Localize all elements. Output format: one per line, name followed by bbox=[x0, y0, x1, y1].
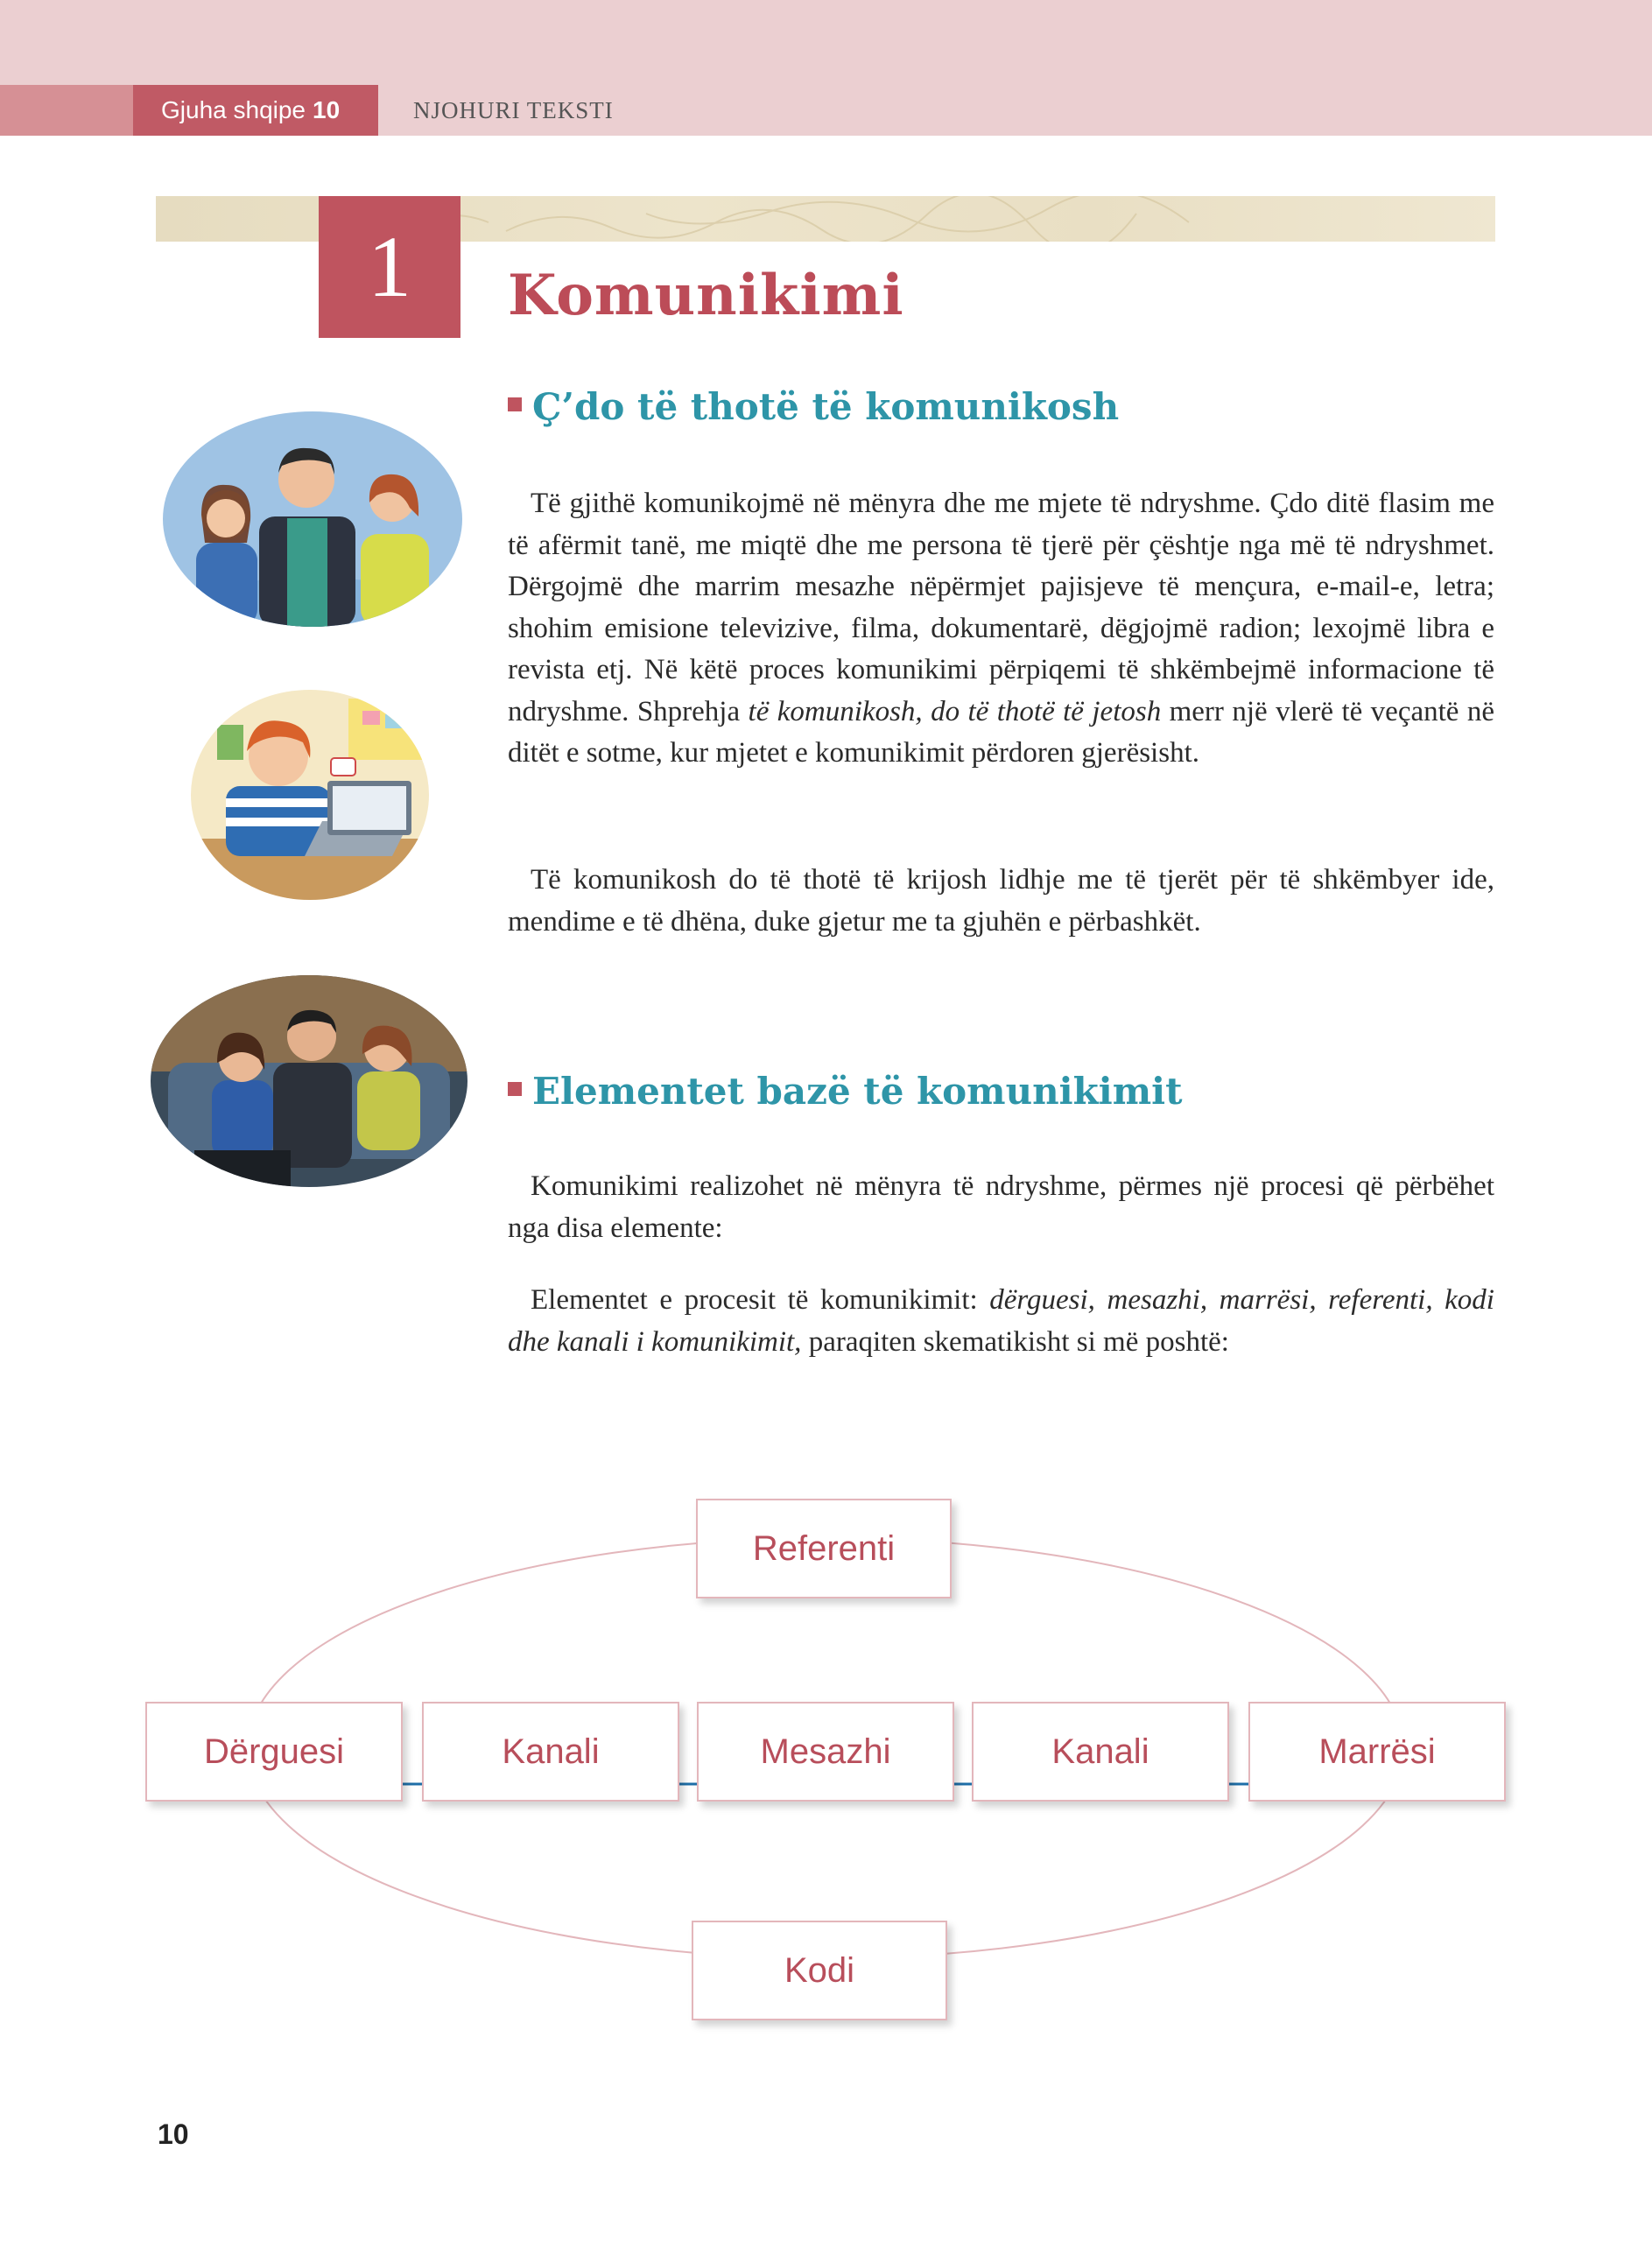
box-mesazhi: Mesazhi bbox=[697, 1702, 954, 1802]
section-label: NJOHURI TEKSTI bbox=[413, 97, 614, 123]
section-heading-1-text: Ç’do të thotë të komunikosh bbox=[532, 385, 1120, 428]
box-referenti: Referenti bbox=[696, 1499, 952, 1598]
section2-paragraph-1: Komunikimi realizohet në mënyra të ndryshme, përmes një procesi që përbëhet nga disa elemente: bbox=[508, 1170, 1494, 1244]
box-kanali-1: Kanali bbox=[422, 1702, 679, 1802]
book-grade: 10 bbox=[313, 96, 341, 123]
box-marresi: Marrësi bbox=[1248, 1702, 1506, 1802]
book-title-text: Gjuha shqipe bbox=[161, 96, 306, 123]
box-derguesi: Dërguesi bbox=[145, 1702, 403, 1802]
chapter-title: Komunikimi bbox=[508, 263, 904, 328]
page-number: 10 bbox=[158, 2118, 189, 2150]
section2-para2-text-a: Elementet e procesit të komunikimit: bbox=[531, 1284, 990, 1316]
box-kodi: Kodi bbox=[692, 1921, 947, 2020]
section1-para1-text-a: Të gjithë komunikojmë në mënyra dhe me mjete të ndryshme. Çdo ditë flasim me të afërmit tanë, me miqtë dhe me persona të tjerë për çështje nga më të ndryshmet. Dërgojmë dhe marrim mesazhe nëpërmjet pajisjeve të mençura, e-mail-e, letra; shohim emisione televizive, filma, dokumentarë, dëgjojmë radion; lexojmë libra e revista etj. Në këtë proces komunikimi përpiqemi të shkëmbejmë informacione të ndryshme. Shprehja bbox=[508, 488, 1494, 727]
section1-para1-text-b: merr një vlerë të veçantë në ditët e sotme, kur mjetet e komunikimit përdoren gjerësisht. bbox=[508, 695, 1494, 769]
box-kanali-2: Kanali bbox=[972, 1702, 1229, 1802]
section-heading-2-text: Elementet bazë të komunikimit bbox=[532, 1070, 1183, 1113]
section1-para1-italic: të komunikosh, do të thotë të jetosh bbox=[748, 695, 1162, 727]
chapter-number: 1 bbox=[319, 196, 460, 338]
section2-para2-italic: dërguesi, mesazhi, marrësi, referenti, kodi dhe kanali i komunikimit, bbox=[508, 1284, 1494, 1358]
section2-para2-text-b: paraqiten skematikisht si më poshtë: bbox=[801, 1325, 1229, 1358]
section1-paragraph-2: Të komunikosh do të thotë të krijosh lidhje me të tjerët për të shkëmbyer ide, mendime e të dhëna, duke gjetur me ta gjuhën e përbashkët. bbox=[508, 864, 1494, 938]
